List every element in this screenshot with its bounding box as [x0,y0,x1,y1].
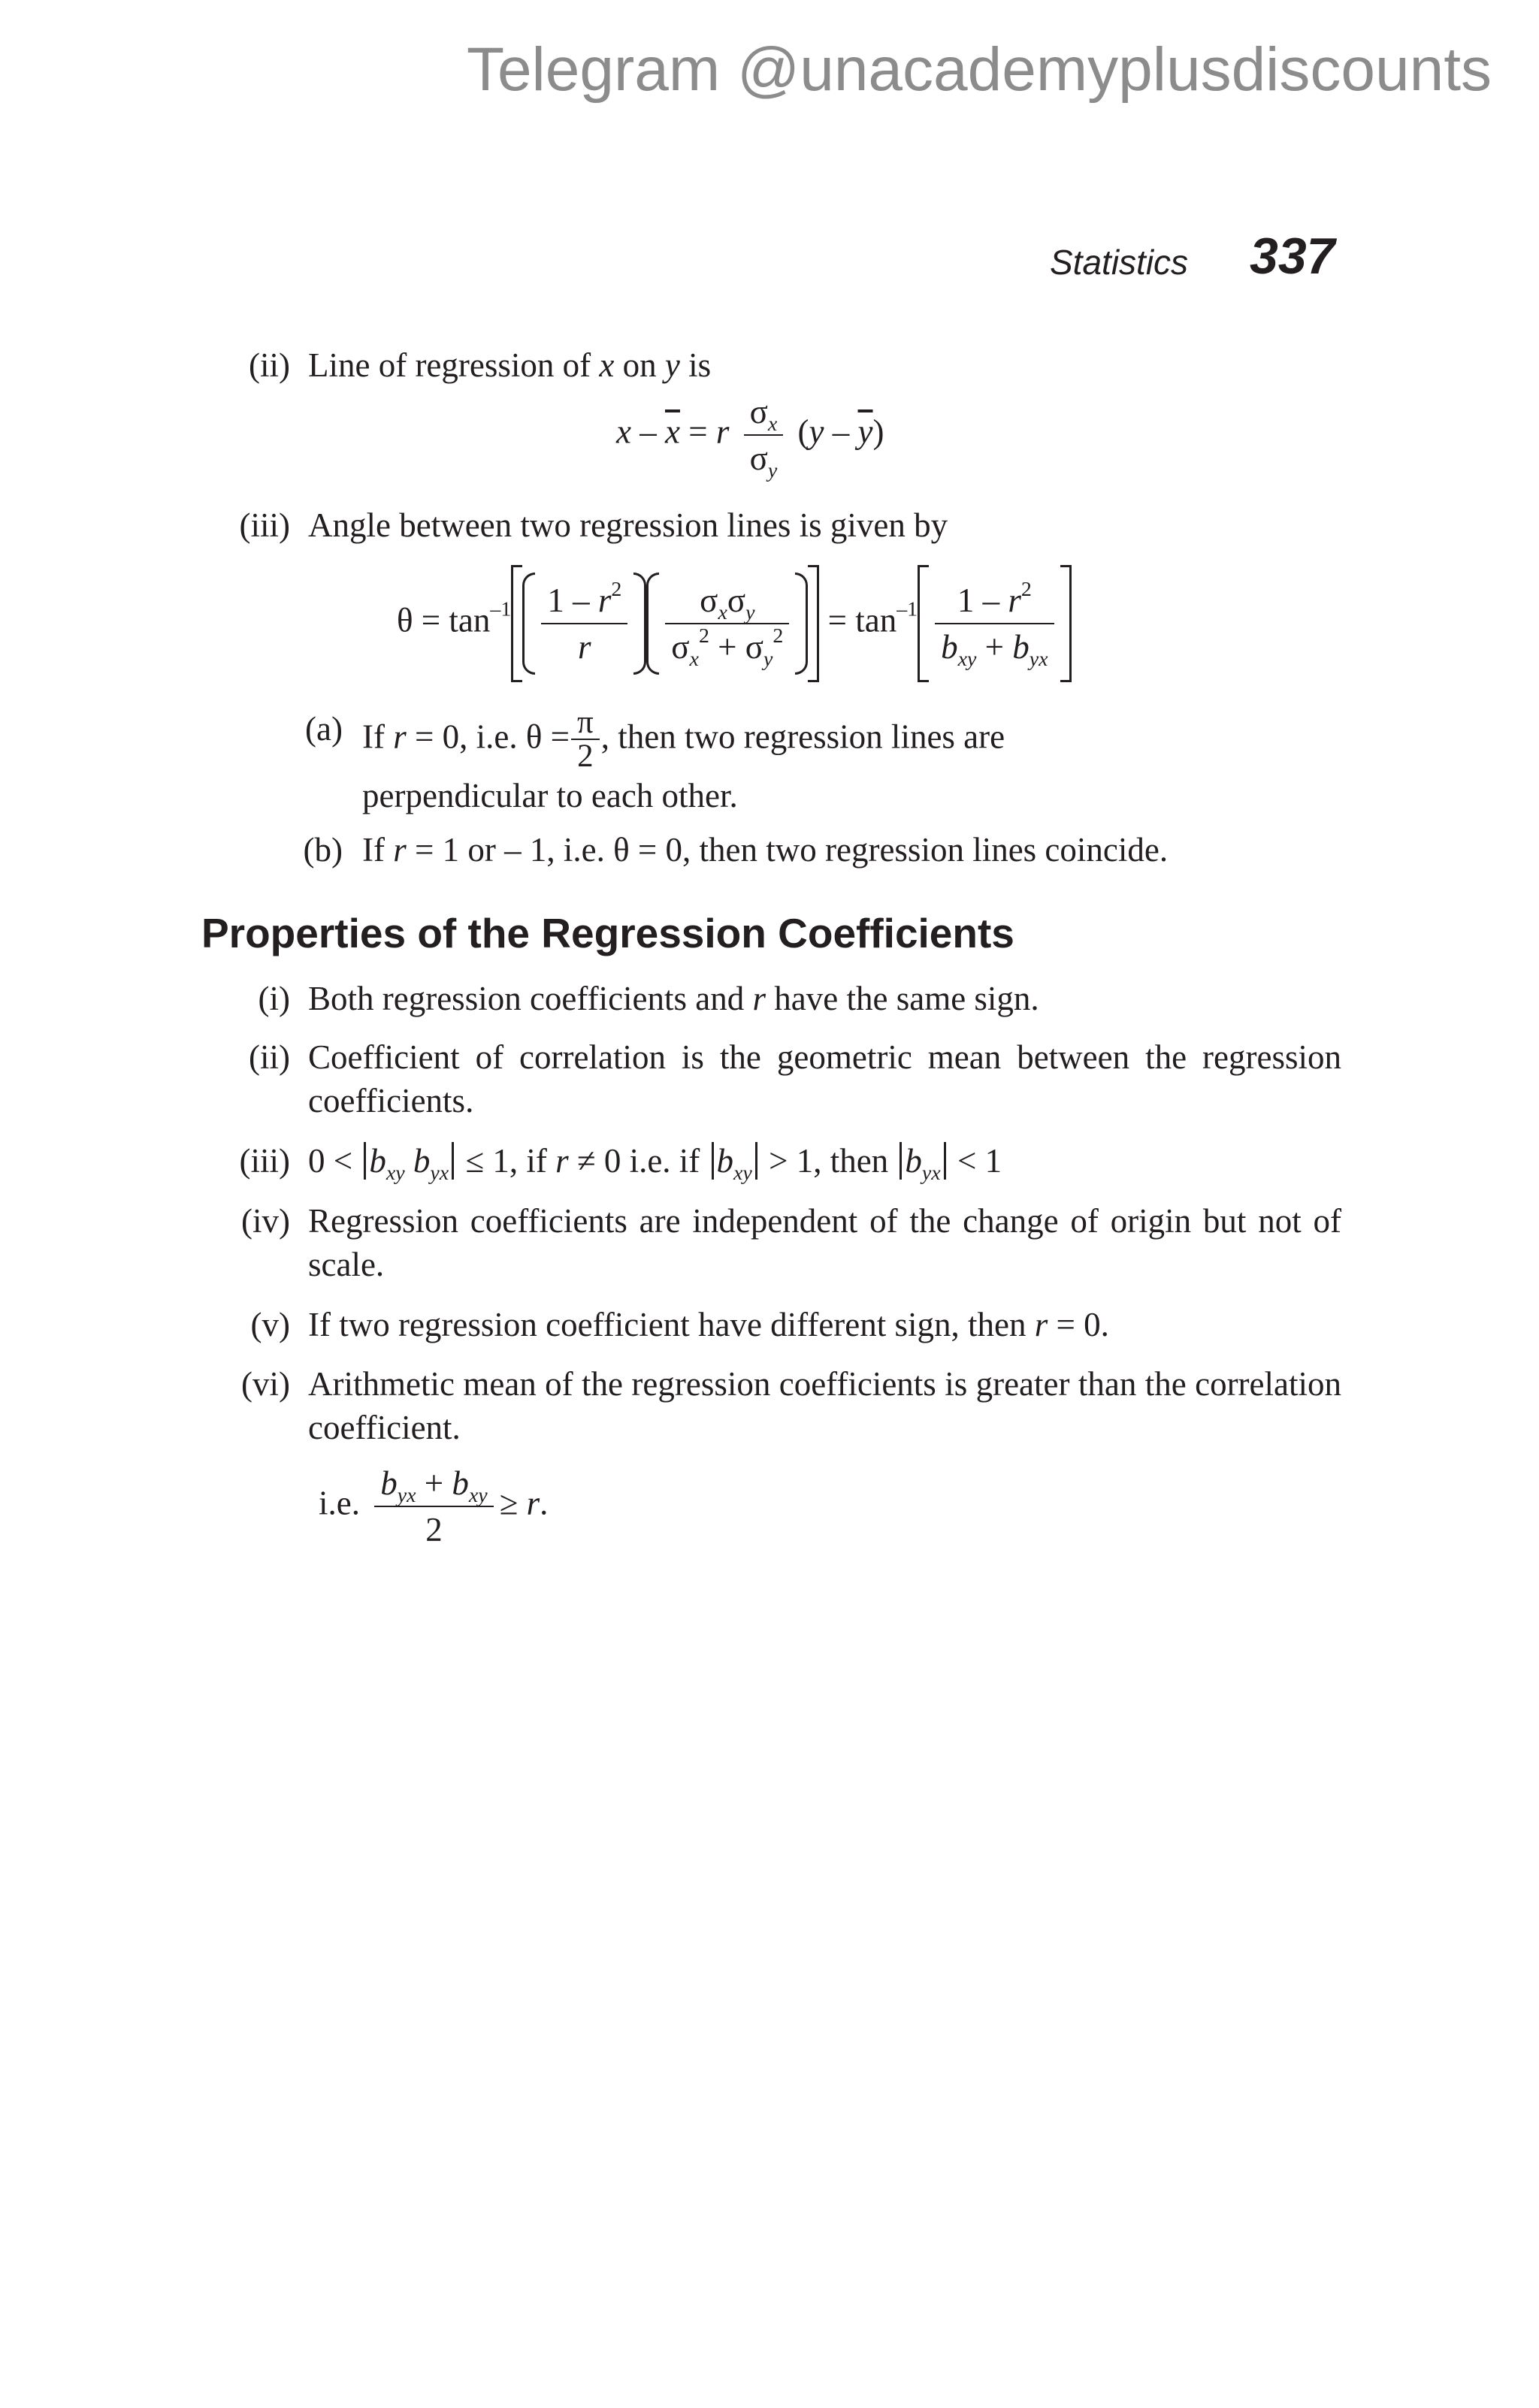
item-label: (i) [258,980,290,1017]
item-text: If two regression coefficient have different sign, then r = 0. [308,1306,1109,1343]
subitem-text: If r = 0, i.e. θ = $\frac{\pi}{2}$ , then two regression lines are [362,705,1005,774]
item-label: (ii) [249,1038,290,1076]
item-label: (ii) [249,346,290,384]
item-label: (iii) [239,1142,290,1180]
section-heading: Properties of the Regression Coefficients [201,910,1014,956]
watermark: Telegram @unacademyplusdiscounts [466,35,1492,104]
running-head: Statistics [1050,243,1189,282]
subitem-text-line2: perpendicular to each other. [362,777,738,814]
item-text: Both regression coefficients and r have the same sign. [308,980,1039,1017]
subitem-text: If r = 1 or – 1, i.e. θ = 0, then two regression lines coincide. [362,831,1169,869]
page-number: 337 [1250,228,1335,285]
item-text: Angle between two regression lines is given by [308,506,948,544]
item-text: Line of regression of x on y is [308,346,712,384]
item-label: (v) [250,1306,290,1343]
item-label: (vi) [241,1365,290,1403]
item-text: Arithmetic mean of the regression coefficients is greater than the correlation coefficient. [308,1365,1341,1446]
item-label: (iv) [241,1202,290,1240]
subitem-label: (a) [305,710,343,748]
subitem-label: (b) [303,831,343,869]
equation-regression-x-on-y: $x - \overline{x} = r$ $\frac{\sigma_x}{\sigma_y}$ $(y - \overline{y})$ [616,389,884,481]
item-label: (iii) [239,506,290,544]
equation-mean-inequality: i.e. $\frac{b_{yx} + b_{xy}}{2}$ ≥ r. [319,1461,548,1552]
item-text: Regression coefficients are independent of the change of origin but not of scale. [308,1202,1341,1283]
item-text-inequality: $0 < b_{xy}$ $b_{yx} \le 1$, if r ≠ 0 i.e. if $b_{xy} > 1$, then $b_{yx} < 1$ [308,1142,1002,1185]
equation-angle: $\theta = \tan^{-1}$ $\frac{1 - r^2}{r}$ $\frac{\sigma_x\sigma_y}{\sigma_x^2 + \sigma_y^2}$ = $\tan^{-1}$ $\frac{1 - r^2}{b_{xy} + b_{yx}}$ [397,565,1072,682]
item-text: Coefficient of correlation is the geometric mean between the regression coefficients. [308,1038,1341,1119]
